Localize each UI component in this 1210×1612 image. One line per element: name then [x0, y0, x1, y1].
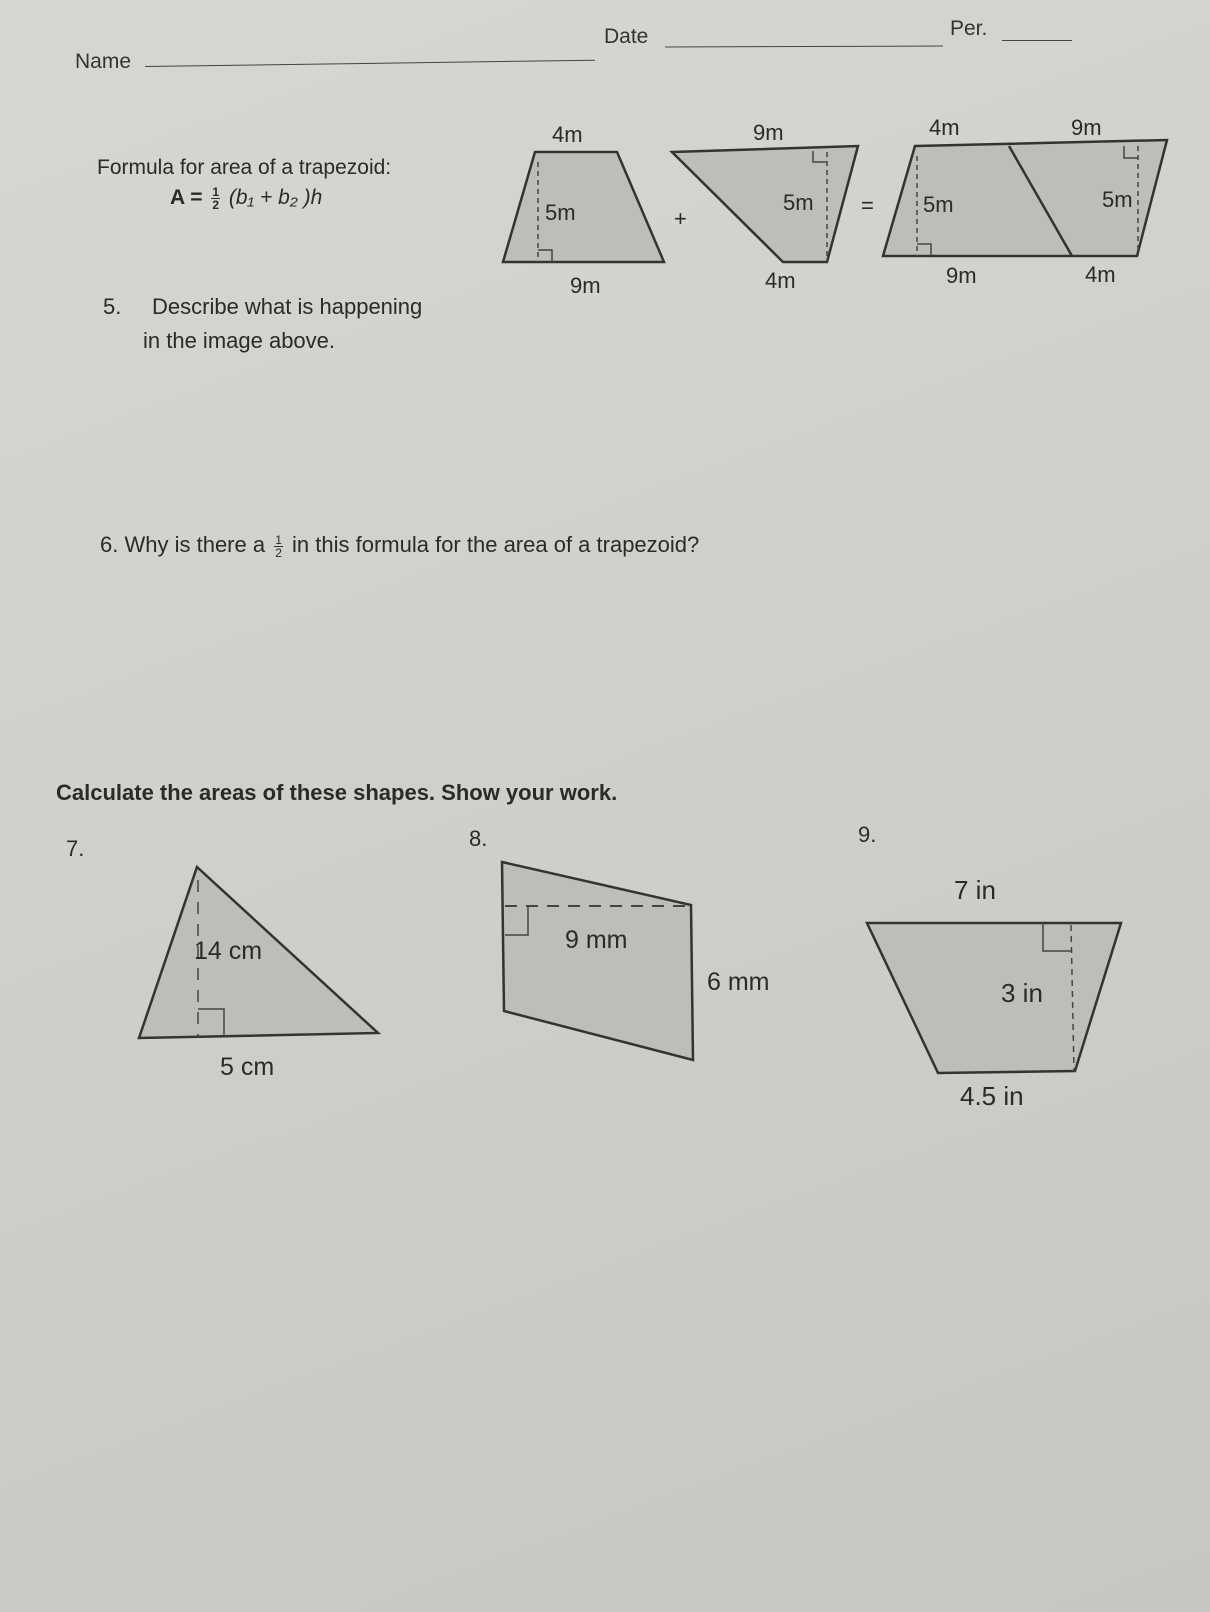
para-bottom-right-label: 4m [1085, 262, 1116, 287]
trap2-bottom-label: 4m [765, 268, 796, 293]
trapezoid-1 [503, 152, 664, 262]
trap2-top-label: 9m [753, 120, 784, 145]
formula-title: Formula for area of a trapezoid: [97, 156, 392, 179]
instructions: Calculate the areas of these shapes. Show your work. [56, 780, 618, 805]
date-label: Date [604, 25, 649, 48]
p7-height-label: 14 cm [194, 937, 263, 965]
plus-sign: + [674, 206, 687, 231]
p9-top-label: 7 in [954, 875, 996, 905]
p9-trapezoid [867, 923, 1121, 1073]
formula-half: $\frac{1}{2}$ [212, 185, 220, 212]
p7-number: 7. [66, 836, 85, 861]
trap2-height-label: 5m [783, 190, 814, 215]
para-height-left-label: 5m [923, 192, 954, 217]
q5-line1: Describe what is happening [152, 294, 423, 319]
p9-bottom-label: 4.5 in [960, 1081, 1024, 1111]
period-label: Per. [950, 17, 988, 40]
para-top-right-label: 9m [1071, 115, 1102, 140]
trap1-height-label: 5m [545, 200, 576, 225]
para-height-right-label: 5m [1102, 187, 1133, 212]
q5-line2: in the image above. [143, 328, 336, 353]
q6-number: 6. [100, 532, 119, 557]
q5-number: 5. [103, 294, 122, 319]
trapezoid-2 [672, 146, 858, 262]
name-label: Name [75, 50, 132, 73]
p9-number: 9. [858, 822, 877, 847]
p9-height-label: 3 in [1001, 978, 1043, 1008]
p8-trapezoid [502, 862, 693, 1060]
q6-half: $\frac{1}{2}$ [275, 532, 282, 560]
formula-rhs: (b₁ + b₂ )h [228, 186, 323, 210]
q6-after: in this formula for the area of a trapezoid? [292, 532, 700, 557]
formula-lhs: A = [170, 186, 203, 210]
trap1-bottom-label: 9m [570, 273, 601, 298]
trap1-top-label: 4m [552, 122, 583, 147]
p8-side-label: 6 mm [707, 968, 770, 996]
para-bottom-left-label: 9m [946, 263, 977, 288]
q6-before: Why is there a [124, 532, 266, 557]
equals-sign: = [861, 193, 874, 218]
p8-height-label: 9 mm [565, 926, 628, 954]
p7-base-label: 5 cm [220, 1053, 275, 1081]
p8-number: 8. [469, 826, 488, 851]
para-top-left-label: 4m [929, 115, 960, 140]
